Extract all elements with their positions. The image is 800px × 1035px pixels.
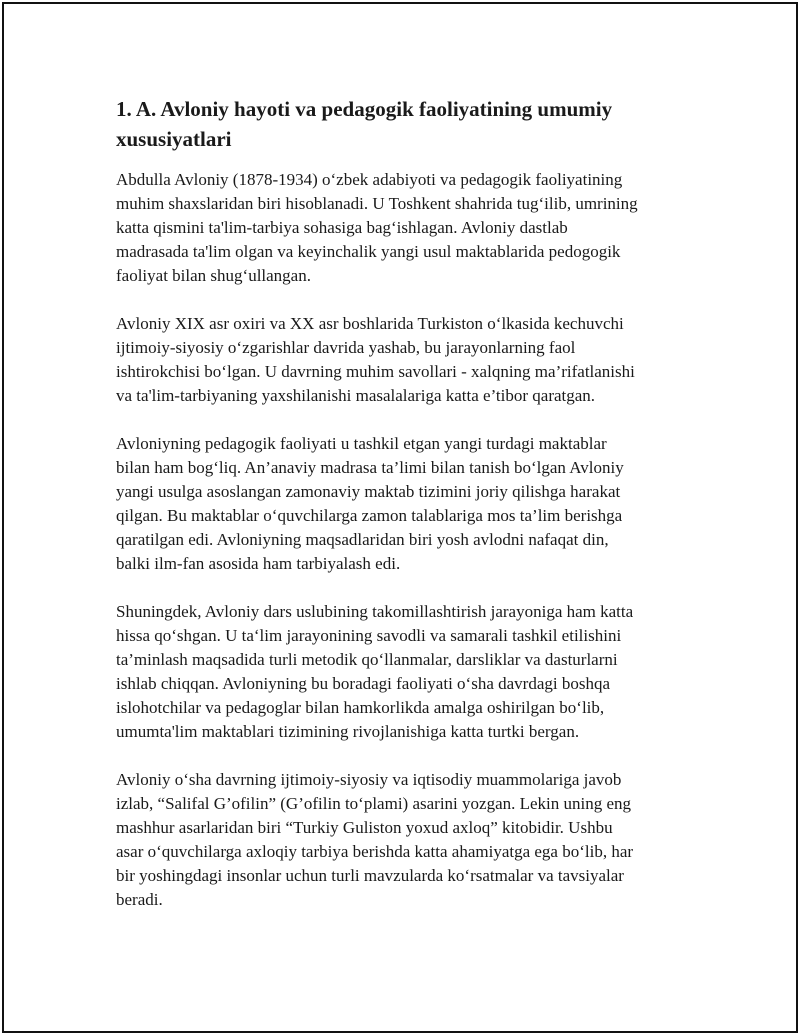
text-line: Avloniy XIX asr oxiri va XX asr boshlarida Turkiston o‘lkasida kechuvchi [116, 314, 624, 333]
text-line: faoliyat bilan shug‘ullangan. [116, 266, 311, 285]
text-line: ishtirokchisi bo‘lgan. U davrning muhim savollari - xalqning ma’rifatlanishi [116, 362, 635, 381]
text-line: katta qismini ta'lim-tarbiya sohasiga bag‘ishlagan. Avloniy dastlab [116, 218, 568, 237]
text-line: mashhur asarlaridan biri “Turkiy Guliston yoxud axloq” kitobidir. Ushbu [116, 818, 613, 837]
text-line: bilan ham bog‘liq. An’anaviy madrasa ta’limi bilan tanish bo‘lgan Avloniy [116, 458, 624, 477]
text-line: qaratilgan edi. Avloniyning maqsadlaridan biri yosh avlodni nafaqat din, [116, 530, 609, 549]
paragraph-1 [116, 168, 691, 288]
text-line: ijtimoiy-siyosiy o‘zgarishlar davrida yashab, bu jarayonlarning faol [116, 338, 576, 357]
text-line: hissa qo‘shgan. U ta‘lim jarayonining savodli va samarali tashkil etilishini [116, 626, 622, 645]
text-line: islohotchilar va pedagoglar bilan hamkorlikda amalga oshirilgan bo‘lib, [116, 698, 605, 717]
text-line: balki ilm-fan asosida ham tarbiyalash edi. [116, 554, 401, 573]
paragraph-2 [116, 312, 691, 408]
text-line: Abdulla Avloniy (1878-1934) o‘zbek adabiyoti va pedagogik faoliyatining [116, 170, 623, 189]
text-line: asar o‘quvchilarga axloqiy tarbiya berishda katta ahamiyatga ega bo‘lib, har [116, 842, 634, 861]
text-line: qilgan. Bu maktablar o‘quvchilarga zamon talablariga mos ta’lim berishga [116, 506, 623, 525]
document-title [116, 94, 691, 154]
paragraph-4 [116, 600, 691, 744]
text-line: ta’minlash maqsadida turli metodik qo‘llanmalar, darsliklar va dasturlarni [116, 650, 618, 669]
text-line: izlab, “Salifal G’ofilin” (G’ofilin to‘plami) asarini yozgan. Lekin uning eng [116, 794, 632, 813]
text-line: yangi usulga asoslangan zamonaviy maktab tizimini joriy qilishga harakat [116, 482, 621, 501]
title-line: 1. A. Avloniy hayoti va pedagogik faoliyatining umumiy [116, 97, 613, 121]
text-line: ishlab chiqqan. Avloniyning bu boradagi faoliyati o‘sha davrdagi boshqa [116, 674, 610, 693]
text-line: Shuningdek, Avloniy dars uslubining takomillashtirish jarayoniga ham katta [116, 602, 634, 621]
document-body [116, 94, 691, 936]
text-line: madrasada ta'lim olgan va keyinchalik yangi usul maktablarida pedogogik [116, 242, 621, 261]
text-line: bir yoshingdagi insonlar uchun turli mavzularda ko‘rsatmalar va tavsiyalar [116, 866, 624, 885]
text-line: Avloniyning pedagogik faoliyati u tashkil etgan yangi turdagi maktablar [116, 434, 607, 453]
text-line: beradi. [116, 890, 163, 909]
text-line: muhim shaxslaridan biri hisoblanadi. U Toshkent shahrida tug‘ilib, umrining [116, 194, 638, 213]
text-line: va ta'lim-tarbiyaning yaxshilanishi masalalariga katta e’tibor qaratgan. [116, 386, 596, 405]
paragraph-5 [116, 768, 691, 912]
text-line: Avloniy o‘sha davrning ijtimoiy-siyosiy va iqtisodiy muammolariga javob [116, 770, 622, 789]
title-line: xususiyatlari [116, 127, 232, 151]
paragraph-3 [116, 432, 691, 576]
text-line: umumta'lim maktablari tizimining rivojlanishiga katta turtki bergan. [116, 722, 580, 741]
